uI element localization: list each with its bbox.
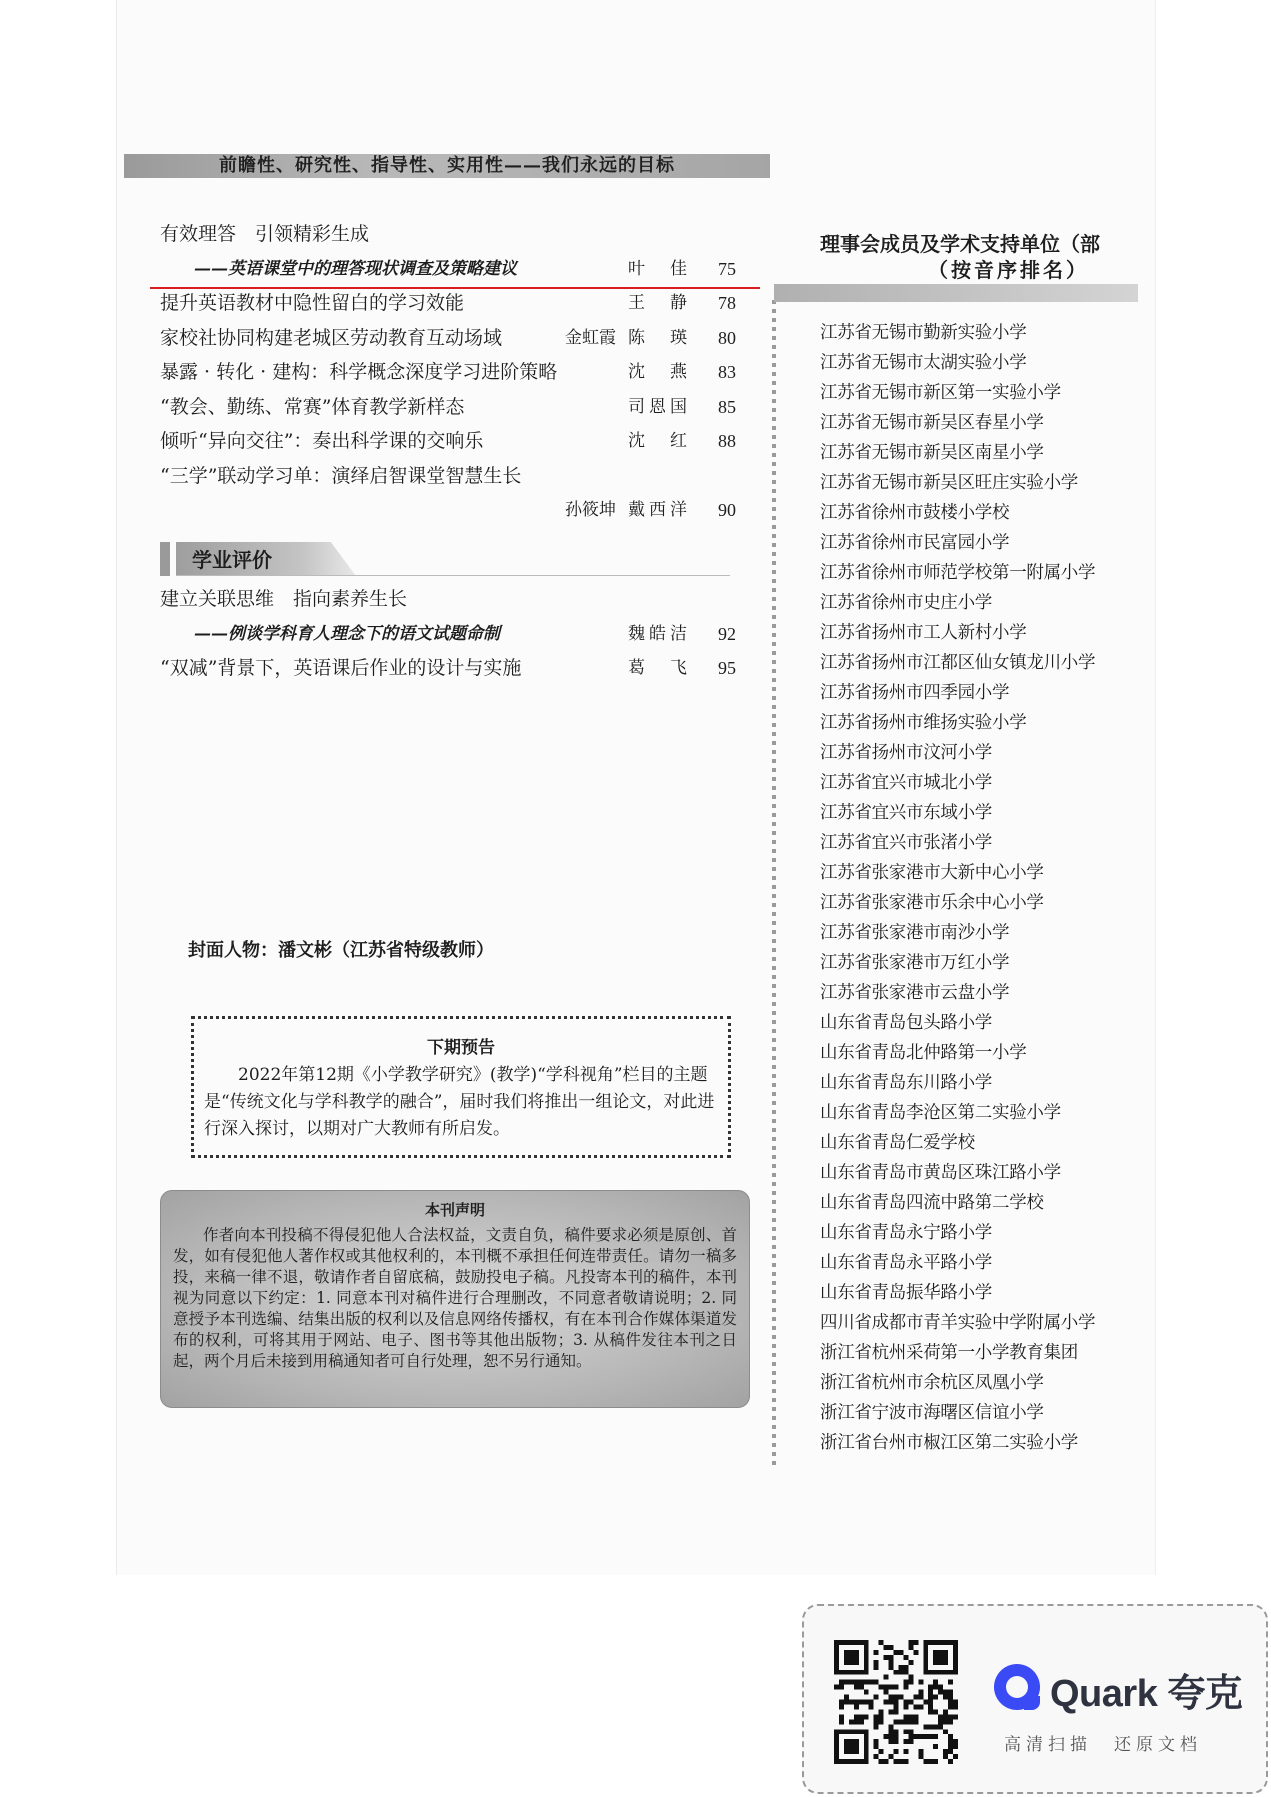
school-item: 江苏省徐州市鼓楼小学校 bbox=[820, 503, 1010, 523]
toc-coauthor: 孙筱坤 bbox=[565, 500, 616, 520]
school-item: 江苏省扬州市维扬实验小学 bbox=[820, 713, 1027, 733]
school-item: 江苏省扬州市工人新村小学 bbox=[820, 623, 1027, 643]
school-item: 江苏省徐州市史庄小学 bbox=[820, 593, 992, 613]
school-item: 浙江省杭州市余杭区凤凰小学 bbox=[820, 1373, 1044, 1393]
toc-author: 戴西洋 bbox=[628, 500, 691, 520]
school-item: 山东省青岛仁爱学校 bbox=[820, 1133, 975, 1153]
school-list bbox=[820, 318, 1160, 1458]
toc-entry bbox=[160, 288, 736, 318]
next-issue-preview bbox=[191, 1016, 731, 1158]
council-band bbox=[774, 284, 1138, 302]
toc-author: 司恩国 bbox=[628, 396, 691, 417]
toc-coauthor: 金虹霞 bbox=[565, 327, 616, 348]
toc-page: 78 bbox=[718, 293, 736, 313]
school-item: 江苏省宜兴市张渚小学 bbox=[820, 833, 992, 853]
school-item: 江苏省徐州市民富园小学 bbox=[820, 533, 1010, 553]
school-item: 四川省成都市青羊实验中学附属小学 bbox=[820, 1313, 1096, 1333]
toc-entry bbox=[160, 357, 736, 387]
toc-entry bbox=[160, 219, 736, 249]
toc-author: 葛 飞 bbox=[628, 658, 691, 678]
toc-title: “双减”背景下，英语课后作业的设计与实施 bbox=[160, 657, 522, 679]
toc-page: 85 bbox=[718, 396, 736, 417]
quark-slogan: 高清扫描 还原文档 bbox=[1004, 1735, 1202, 1755]
toc-entry bbox=[160, 254, 736, 284]
slogan-text: 前瞻性、研究性、指导性、实用性——我们永远的目标 bbox=[219, 155, 675, 176]
toc-title: “三学”联动学习单：演绎启智课堂智慧生长 bbox=[160, 464, 522, 487]
school-item: 江苏省扬州市汶河小学 bbox=[820, 743, 992, 763]
toc-title: 有效理答 引领精彩生成 bbox=[160, 223, 370, 245]
toc-author: 叶 佳 bbox=[628, 258, 691, 279]
toc-title: 倾听“异向交往”：奏出科学课的交响乐 bbox=[160, 430, 484, 452]
school-item: 江苏省张家港市南沙小学 bbox=[820, 923, 1010, 943]
toc-page: 80 bbox=[718, 327, 736, 348]
school-item: 山东省青岛北仲路第一小学 bbox=[820, 1043, 1027, 1063]
school-item: 江苏省宜兴市东域小学 bbox=[820, 803, 992, 823]
toc-title: 暴露 · 转化 · 建构：科学概念深度学习进阶策略 bbox=[160, 361, 558, 383]
school-item: 浙江省台州市椒江区第二实验小学 bbox=[820, 1433, 1078, 1453]
school-item: 江苏省徐州市师范学校第一附属小学 bbox=[820, 563, 1096, 583]
toc-entry bbox=[160, 653, 736, 683]
toc-entry bbox=[160, 323, 736, 353]
toc-entry bbox=[160, 619, 736, 649]
column-divider bbox=[772, 300, 776, 1470]
quark-scan-card[interactable] bbox=[802, 1604, 1268, 1794]
toc-page: 90 bbox=[718, 500, 736, 520]
toc-page: 88 bbox=[718, 431, 736, 451]
council-subtitle: （按音序排名） bbox=[928, 258, 1089, 282]
slogan-banner bbox=[124, 154, 770, 178]
school-item: 江苏省张家港市乐余中心小学 bbox=[820, 893, 1044, 913]
school-item: 江苏省扬州市江都区仙女镇龙川小学 bbox=[820, 653, 1096, 673]
journal-notice bbox=[160, 1190, 750, 1408]
toc-entry bbox=[160, 584, 736, 614]
toc-title: “教会、勤练、常赛”体育教学新样态 bbox=[160, 395, 465, 418]
school-item: 江苏省无锡市勤新实验小学 bbox=[820, 323, 1027, 343]
school-item: 山东省青岛东川路小学 bbox=[820, 1073, 992, 1093]
school-item: 山东省青岛四流中路第二学校 bbox=[820, 1193, 1044, 1213]
cover-person: 封面人物：潘文彬（江苏省特级教师） bbox=[188, 940, 494, 961]
school-item: 江苏省无锡市太湖实验小学 bbox=[820, 353, 1027, 373]
section-bar bbox=[160, 542, 170, 576]
school-item: 浙江省杭州采荷第一小学教育集团 bbox=[820, 1343, 1078, 1363]
toc-author: 沈 燕 bbox=[628, 362, 691, 382]
school-item: 山东省青岛振华路小学 bbox=[820, 1283, 992, 1303]
school-item: 江苏省张家港市大新中心小学 bbox=[820, 863, 1044, 883]
school-item: 江苏省宜兴市城北小学 bbox=[820, 773, 992, 793]
section-heading bbox=[160, 542, 730, 576]
toc-page: 92 bbox=[718, 623, 736, 644]
toc-entry bbox=[160, 426, 736, 456]
notice-body: 作者向本刊投稿不得侵犯他人合法权益，文责自负，稿件要求必须是原创、首发，如有侵犯他人著作权或其他权利的，本刊概不承担任何连带责任。请勿一稿多投，来稿一律不退，敬请作者自留底稿，鼓励投电子稿。凡投寄本刊的稿件，本刊视为同意以下约定：1. 同意本刊对稿件进行合理删改，不同意者敬请说明；2. 同意授予本刊选编、结集出版的权利以及信息网络传播权，有在本刊合作媒体渠道发布的权利，可将其用于网站、电子、图书等其他出版物；3. 从稿件发往本刊之日起，两个月后未接到用稿通知者可自行处理，恕不另行通知。 bbox=[173, 1226, 737, 1370]
toc-entry bbox=[160, 495, 736, 525]
council-title: 理事会成员及学术支持单位（部 bbox=[820, 232, 1100, 256]
toc-title: ——英语课堂中的理答现状调查及策略建议 bbox=[194, 258, 517, 279]
toc-author: 王 静 bbox=[628, 293, 691, 313]
school-item: 山东省青岛永平路小学 bbox=[820, 1253, 992, 1273]
school-item: 江苏省张家港市云盘小学 bbox=[820, 983, 1010, 1003]
toc-author: 陈 瑛 bbox=[628, 327, 691, 348]
school-item: 江苏省扬州市四季园小学 bbox=[820, 683, 1010, 703]
toc-author: 魏皓洁 bbox=[628, 623, 691, 644]
toc-author: 沈 红 bbox=[628, 431, 691, 451]
preview-heading: 下期预告 bbox=[427, 1038, 495, 1058]
section-rule bbox=[176, 575, 730, 576]
toc-page: 75 bbox=[718, 258, 736, 279]
toc-entry bbox=[160, 392, 736, 422]
school-item: 山东省青岛包头路小学 bbox=[820, 1013, 992, 1033]
school-item: 山东省青岛永宁路小学 bbox=[820, 1223, 992, 1243]
school-item: 江苏省无锡市新吴区春星小学 bbox=[820, 413, 1044, 433]
school-item: 江苏省张家港市万红小学 bbox=[820, 953, 1010, 973]
school-item: 江苏省无锡市新吴区旺庄实验小学 bbox=[820, 473, 1078, 493]
toc-entry bbox=[160, 461, 736, 491]
toc-page: 95 bbox=[718, 658, 736, 678]
school-item: 山东省青岛市黄岛区珠江路小学 bbox=[820, 1163, 1061, 1183]
section-label: 学业评价 bbox=[192, 548, 272, 572]
notice-heading: 本刊声明 bbox=[424, 1201, 485, 1219]
qr-code-icon[interactable] bbox=[834, 1640, 958, 1764]
preview-body: 2022年第12期《小学教学研究》(教学)“学科视角”栏目的主题是“传统文化与学科教学的融合”，届时我们将推出一组论文，对此进行深入探讨，以期对广大教师有所启发。 bbox=[204, 1065, 715, 1139]
school-item: 山东省青岛李沧区第二实验小学 bbox=[820, 1103, 1061, 1123]
toc-title: ——例谈学科育人理念下的语文试题命制 bbox=[194, 623, 500, 644]
quark-brand-name: Quark 夸克 bbox=[1050, 1673, 1243, 1715]
school-item: 浙江省宁波市海曙区信谊小学 bbox=[820, 1403, 1044, 1423]
school-item: 江苏省无锡市新吴区南星小学 bbox=[820, 443, 1044, 463]
toc-title: 家校社协同构建老城区劳动教育互动场域 bbox=[160, 326, 503, 349]
toc-page: 83 bbox=[718, 362, 736, 382]
toc-title: 提升英语教材中隐性留白的学习效能 bbox=[160, 292, 465, 314]
toc-title: 建立关联思维 指向素养生长 bbox=[160, 588, 408, 610]
school-item: 江苏省无锡市新区第一实验小学 bbox=[820, 383, 1061, 403]
quark-logo-tail bbox=[1024, 1696, 1040, 1710]
